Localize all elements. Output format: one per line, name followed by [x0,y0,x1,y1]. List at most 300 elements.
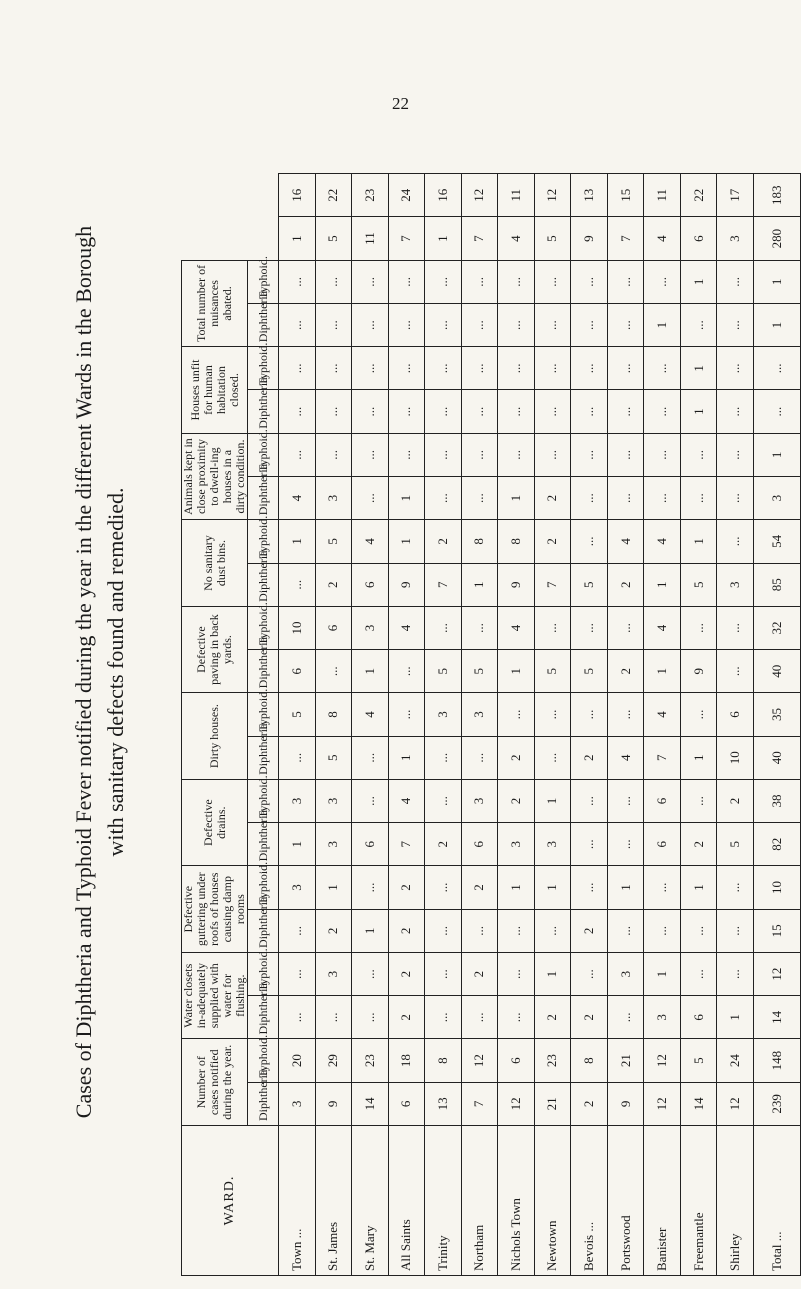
table-cell: ... [607,260,644,303]
table-cell: ... [425,606,462,649]
table-cell: ... [425,996,462,1039]
table-cell: ... [571,347,608,390]
table-cell: 3 [607,952,644,995]
group-header-cases: Number of cases notified during the year. [182,1039,248,1126]
table-cell: 12 [644,1082,681,1125]
sub-header-diphtheria: Diphtheria. [248,390,279,433]
table-cell: 24 [717,1039,754,1082]
table-cell: 7 [461,217,498,260]
table-cell: 1 [534,866,571,909]
table-cell: 9 [315,1082,352,1125]
sub-header-typhoid: Typhoid. [248,866,279,909]
table-cell: ... [571,952,608,995]
table-cell: ... [571,693,608,736]
table-cell: ... [388,693,425,736]
table-cell: ... [571,303,608,346]
table-cell: 3 [279,866,316,909]
table-cell: 7 [388,823,425,866]
ward-name: Bevois ... [571,1126,608,1276]
table-cell: 4 [352,520,389,563]
table-cell: 1 [680,390,717,433]
table-cell: 24 [388,174,425,217]
table-cell: 3 [534,823,571,866]
table-cell: 7 [388,217,425,260]
table-cell: ... [352,952,389,995]
table-cell: ... [279,952,316,995]
sub-header-diphtheria: Diphtheria. [248,823,279,866]
table-cell: ... [717,347,754,390]
table-cell: 11 [498,174,535,217]
table-cell: ... [571,477,608,520]
table-cell: 10 [754,866,801,909]
table-cell: ... [717,477,754,520]
sub-header-typhoid: Typhoid. [248,606,279,649]
table-cell: 21 [534,1082,571,1125]
table-cell: 4 [388,779,425,822]
table-cell: ... [498,433,535,476]
ward-name: Nichols Town [498,1126,535,1276]
table-cell: 22 [680,174,717,217]
table-cell: 21 [607,1039,644,1082]
table-cell: ... [680,303,717,346]
table-cell: 2 [461,952,498,995]
table-cell: ... [279,347,316,390]
table-cell: 6 [352,563,389,606]
sub-header-diphtheria: Diphtheria. [248,303,279,346]
table-row [425,174,462,1276]
group-header-row [182,174,248,1276]
table-cell: ... [498,260,535,303]
table-row [279,174,316,1276]
table-cell: 13 [425,1082,462,1125]
table-cell: 3 [315,952,352,995]
table-cell: 4 [279,477,316,520]
table-cell: ... [680,909,717,952]
table-cell: 1 [754,433,801,476]
table-cell: ... [461,477,498,520]
table-cell: 16 [279,174,316,217]
table-cell: 8 [498,520,535,563]
table-cell: ... [534,390,571,433]
table-row [607,174,644,1276]
group-header-paving: Defective paving in back yards. [182,606,248,693]
table-cell: ... [717,433,754,476]
table-cell: 1 [644,952,681,995]
table-cell: 12 [461,1039,498,1082]
table-cell: 15 [754,909,801,952]
table-cell: ... [498,347,535,390]
table-cell: ... [534,347,571,390]
table-cell: 9 [680,650,717,693]
table-cell: ... [534,736,571,779]
ward-name: Trinity [425,1126,462,1276]
table-cell: ... [461,996,498,1039]
table-cell: ... [352,390,389,433]
table-cell: 5 [534,217,571,260]
table-cell: ... [425,477,462,520]
table-cell: ... [717,866,754,909]
table-cell: 6 [388,1082,425,1125]
table-cell: 85 [754,563,801,606]
table-cell: 4 [607,736,644,779]
table-cell: ... [425,909,462,952]
table-cell: 1 [534,779,571,822]
table-cell: ... [498,909,535,952]
table-cell: ... [607,909,644,952]
table-cell: ... [461,736,498,779]
table-cell: 6 [279,650,316,693]
table-cell: ... [388,347,425,390]
sub-header-diphtheria: Diphtheria. [248,736,279,779]
table-cell: ... [498,390,535,433]
group-header-guttering: Defective guttering under roofs of houses causing damp rooms [182,866,248,953]
table-cell: 7 [425,563,462,606]
table-cell: ... [315,650,352,693]
table-cell: ... [607,693,644,736]
table-row [644,174,681,1276]
group-header-total-nuisances: Total number of nuisances abated. [182,260,248,347]
table-cell: 5 [717,823,754,866]
table-cell: 7 [534,563,571,606]
table-row [498,174,535,1276]
table-cell: 8 [315,693,352,736]
table-row [571,174,608,1276]
ward-name: St. Mary [352,1126,389,1276]
table-cell: 12 [498,1082,535,1125]
table-cell: 18 [388,1039,425,1082]
table-cell: 1 [644,650,681,693]
table-cell: ... [607,606,644,649]
table-cell: 3 [315,779,352,822]
table-cell: ... [607,779,644,822]
table-cell: 1 [279,823,316,866]
table-cell: 12 [644,1039,681,1082]
table-row [534,174,571,1276]
table-cell: ... [461,909,498,952]
ward-name: Town ... [279,1126,316,1276]
table-cell: 7 [644,736,681,779]
table-cell: 35 [754,693,801,736]
table-cell: 7 [607,217,644,260]
group-header-dirty-houses: Dirty houses. [182,693,248,780]
table-cell: ... [571,520,608,563]
table-cell: ... [571,390,608,433]
table-cell: 82 [754,823,801,866]
table-cell: ... [461,347,498,390]
table-cell: ... [279,736,316,779]
table-cell: ... [644,260,681,303]
table-cell: 1 [644,563,681,606]
table-cell: 14 [352,1082,389,1125]
group-header-dust-bins: No sanitary dust bins. [182,520,248,607]
table-cell: 1 [607,866,644,909]
table-cell: ... [425,303,462,346]
table-cell: ... [315,303,352,346]
table-row [352,174,389,1276]
table-cell: 2 [571,909,608,952]
table-cell: 7 [461,1082,498,1125]
table-cell: ... [534,260,571,303]
table-cell: 1 [717,996,754,1039]
table-cell: ... [754,390,801,433]
table-cell: ... [279,260,316,303]
table-cell: ... [680,779,717,822]
table-row [388,174,425,1276]
table-cell: 2 [571,996,608,1039]
table-cell: 1 [315,866,352,909]
table-cell: 9 [388,563,425,606]
table-cell: 3 [315,823,352,866]
table-cell: 14 [754,996,801,1039]
table-cell: ... [498,303,535,346]
group-header-houses-closed: Houses unfit for human habitation closed. [182,347,248,434]
table-cell: ... [607,433,644,476]
table-cell: ... [461,433,498,476]
ward-name: Shirley [717,1126,754,1276]
page-number: 22 [392,94,409,113]
table-cell: ... [352,866,389,909]
table-cell: 1 [279,217,316,260]
table-cell: 5 [279,693,316,736]
table-cell: 183 [754,174,801,217]
table-cell: ... [571,779,608,822]
table-cell: 22 [315,174,352,217]
table-cell: 3 [425,693,462,736]
table-cell: 1 [388,477,425,520]
table-cell: ... [425,433,462,476]
table-cell: 1 [352,650,389,693]
table-cell: ... [571,606,608,649]
table-cell: 2 [534,996,571,1039]
table-cell: 1 [644,303,681,346]
ward-name: Total ... [754,1126,801,1276]
table-cell: ... [352,347,389,390]
table-cell: 2 [571,736,608,779]
table-cell: 6 [717,693,754,736]
table-cell: ... [498,952,535,995]
table-cell: ... [607,347,644,390]
table-cell: ... [425,347,462,390]
table-cell: 20 [279,1039,316,1082]
table-cell: 1 [680,736,717,779]
table-cell: ... [717,650,754,693]
table-cell: ... [279,433,316,476]
table-cell: 4 [388,606,425,649]
table-cell: 2 [425,823,462,866]
table-cell: 5 [461,650,498,693]
title-line-1: Cases of Diphtheria and Typhoid Fever notified during the year in the different Wards in the Borough [71,225,96,1119]
table-cell: 6 [680,217,717,260]
table-cell: 12 [754,952,801,995]
table-cell: 2 [388,996,425,1039]
sub-header-typhoid: Typhoid. [248,260,279,303]
table-cell: ... [352,433,389,476]
table-cell: 15 [607,174,644,217]
table-cell: 29 [315,1039,352,1082]
table-cell: 2 [680,823,717,866]
table-cell: 2 [315,563,352,606]
ward-name: Banister [644,1126,681,1276]
table-cell: 1 [388,520,425,563]
table-cell: 4 [352,693,389,736]
sub-header-diphtheria: Diphtheria. [248,563,279,606]
table-cell: 239 [754,1082,801,1125]
table-cell: 5 [315,736,352,779]
sub-header-typhoid: Typhoid. [248,1039,279,1082]
table-cell: 2 [534,520,571,563]
table-cell: ... [607,477,644,520]
table-cell: 2 [388,909,425,952]
sub-header-typhoid: Typhoid. [248,693,279,736]
table-cell: ... [388,433,425,476]
table-cell: 148 [754,1039,801,1082]
table-cell: 2 [388,866,425,909]
table-cell: ... [680,693,717,736]
table-cell: 2 [607,650,644,693]
table-cell: ... [352,779,389,822]
table-cell: ... [571,260,608,303]
table-cell: ... [425,390,462,433]
table-cell: 9 [607,1082,644,1125]
table-cell: ... [352,477,389,520]
table-cell: 5 [425,650,462,693]
table-cell: 12 [717,1082,754,1125]
table-cell: ... [607,996,644,1039]
table-cell: 2 [571,1082,608,1125]
table-cell: 1 [425,217,462,260]
table-cell: 1 [279,520,316,563]
table-cell: 1 [352,909,389,952]
sub-header-typhoid: Typhoid. [248,347,279,390]
table-cell: 3 [717,563,754,606]
table-cell: 9 [498,563,535,606]
table-cell: ... [425,260,462,303]
table-cell: 1 [680,866,717,909]
table-cell: ... [571,823,608,866]
table-cell: 23 [534,1039,571,1082]
table-cell: ... [571,866,608,909]
table-cell: 4 [644,217,681,260]
table-cell: ... [352,736,389,779]
table-cell: ... [717,606,754,649]
table-cell: 3 [498,823,535,866]
sub-header-row [248,174,279,1276]
table-cell: 5 [571,650,608,693]
sub-header-diphtheria: Diphtheria. [248,909,279,952]
table-row [717,174,754,1276]
table-cell: 23 [352,1039,389,1082]
table-cell: 3 [352,606,389,649]
table-row [680,174,717,1276]
table-cell: 1 [498,866,535,909]
table-cell: ... [717,303,754,346]
ward-column-header: WARD. [182,1126,279,1276]
sub-header-typhoid: Typhoid. [248,520,279,563]
table-cell: ... [315,347,352,390]
table-cell: 12 [461,174,498,217]
table-cell: 38 [754,779,801,822]
table-cell: 40 [754,650,801,693]
table-cell: 4 [498,606,535,649]
table-cell: ... [644,477,681,520]
table-cell: ... [279,390,316,433]
table-cell: 2 [498,736,535,779]
table-cell: 3 [315,477,352,520]
table-cell: ... [717,390,754,433]
table-cell: ... [388,303,425,346]
table-cell: ... [425,866,462,909]
table-cell: ... [279,303,316,346]
table-cell: 6 [352,823,389,866]
table-cell: 9 [571,217,608,260]
table-cell: 5 [571,563,608,606]
table-cell: ... [607,823,644,866]
table-cell: 1 [498,477,535,520]
table-cell: 4 [644,520,681,563]
table-cell: 17 [717,174,754,217]
table-cell: ... [498,693,535,736]
table-cell: 3 [644,996,681,1039]
document-title [68,72,132,1272]
table-cell: ... [607,390,644,433]
table-cell: 2 [607,563,644,606]
table-cell: 11 [644,174,681,217]
table-cell: 13 [571,174,608,217]
sub-header-diphtheria: Diphtheria. [248,477,279,520]
table-cell: ... [534,303,571,346]
sub-header-typhoid: Typhoid. [248,779,279,822]
sub-header-diphtheria: Diphtheria. [248,650,279,693]
table-cell: 3 [279,1082,316,1125]
table-cell: 5 [315,217,352,260]
table-cell: 8 [571,1039,608,1082]
group-header-water-closets: Water closets in-adequately supplied with water for flushing. [182,952,248,1039]
table-cell: 2 [717,779,754,822]
table-cell: 5 [315,520,352,563]
table-cell: ... [461,260,498,303]
table-cell: 6 [644,823,681,866]
title-line-2: with sanitary defects found and remedied. [103,487,128,857]
table-cell: 6 [315,606,352,649]
table-cell: ... [644,909,681,952]
table-cell: 54 [754,520,801,563]
sub-header-typhoid: Typhoid. [248,433,279,476]
table-cell: 6 [644,779,681,822]
table-cell: ... [388,390,425,433]
table-cell: 2 [534,477,571,520]
table-cell: 32 [754,606,801,649]
table-cell: 3 [461,693,498,736]
table-cell: 1 [754,303,801,346]
table-cell: 1 [754,260,801,303]
table-cell: ... [425,779,462,822]
table-cell: ... [425,736,462,779]
table-cell: ... [680,433,717,476]
table-cell: ... [279,996,316,1039]
table-cell: 2 [425,520,462,563]
table-cell: 1 [680,260,717,303]
table-cell: 14 [680,1082,717,1125]
table-cell: ... [644,433,681,476]
table-cell: 16 [425,174,462,217]
table-cell: 11 [352,217,389,260]
table-cell: 5 [680,563,717,606]
table-cell: ... [388,260,425,303]
table-cell: ... [279,909,316,952]
table-cell: ... [315,433,352,476]
table-cell: 4 [498,217,535,260]
ward-name: Portswood [607,1126,644,1276]
